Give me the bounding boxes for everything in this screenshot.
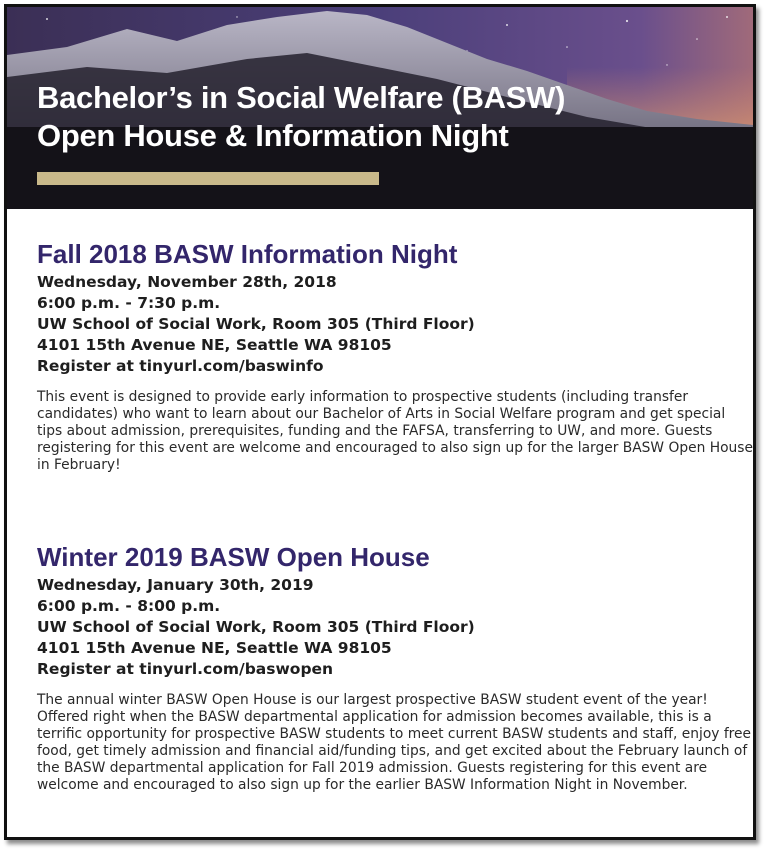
- flyer: [4, 4, 756, 840]
- event-address: 4101 15th Avenue NE, Seattle WA 98105: [37, 336, 392, 354]
- event-title: Winter 2019 BASW Open House: [37, 542, 430, 572]
- event-register-link[interactable]: Register at tinyurl.com/baswinfo: [37, 357, 324, 375]
- event-location: UW School of Social Work, Room 305 (Third Floor): [37, 618, 475, 636]
- event-date: Wednesday, January 30th, 2019: [37, 576, 314, 594]
- event-time: 6:00 p.m. - 7:30 p.m.: [37, 294, 221, 312]
- banner-title-line1: Bachelor’s in Social Welfare (BASW): [37, 80, 566, 115]
- event-details: [37, 575, 753, 680]
- event-description: The annual winter BASW Open House is our largest prospective BASW student event of the year! Offered right when the BASW departmental application for admission becomes available, this is a terrific opportunity for prospective BASW students to meet current BASW students and staff, enjoy free food, get timely admission and financial aid/funding tips, and get excited about the February launch of the BASW departmental application for Fall 2019 admission. Guests registering for this event are welcome and encouraged to also sign up for the earlier BASW Information Night in November.: [37, 692, 752, 793]
- event-description: This event is designed to provide early information to prospective students (including transfer candidates) who want to learn about our Bachelor of Arts in Social Welfare program and get special tips about admission, prerequisites, funding and the FAFSA, transferring to UW, and more. Guests registering for this event are welcome and encouraged to also sign up for the larger BASW Open House in February!: [37, 389, 753, 473]
- event-time: 6:00 p.m. - 8:00 p.m.: [37, 597, 221, 615]
- event-register-link[interactable]: Register at tinyurl.com/baswopen: [37, 660, 334, 678]
- event-location: UW School of Social Work, Room 305 (Third Floor): [37, 315, 475, 333]
- header-banner: [7, 7, 753, 209]
- accent-bar: [37, 172, 379, 185]
- banner-title: [37, 79, 565, 155]
- banner-title-line2: Open House & Information Night: [37, 118, 509, 153]
- event-date: Wednesday, November 28th, 2018: [37, 273, 337, 291]
- event-details: [37, 272, 753, 377]
- event-address: 4101 15th Avenue NE, Seattle WA 98105: [37, 639, 392, 657]
- event-section-information-night: [37, 239, 753, 474]
- event-title: Fall 2018 BASW Information Night: [37, 239, 458, 269]
- event-section-open-house: [37, 542, 753, 794]
